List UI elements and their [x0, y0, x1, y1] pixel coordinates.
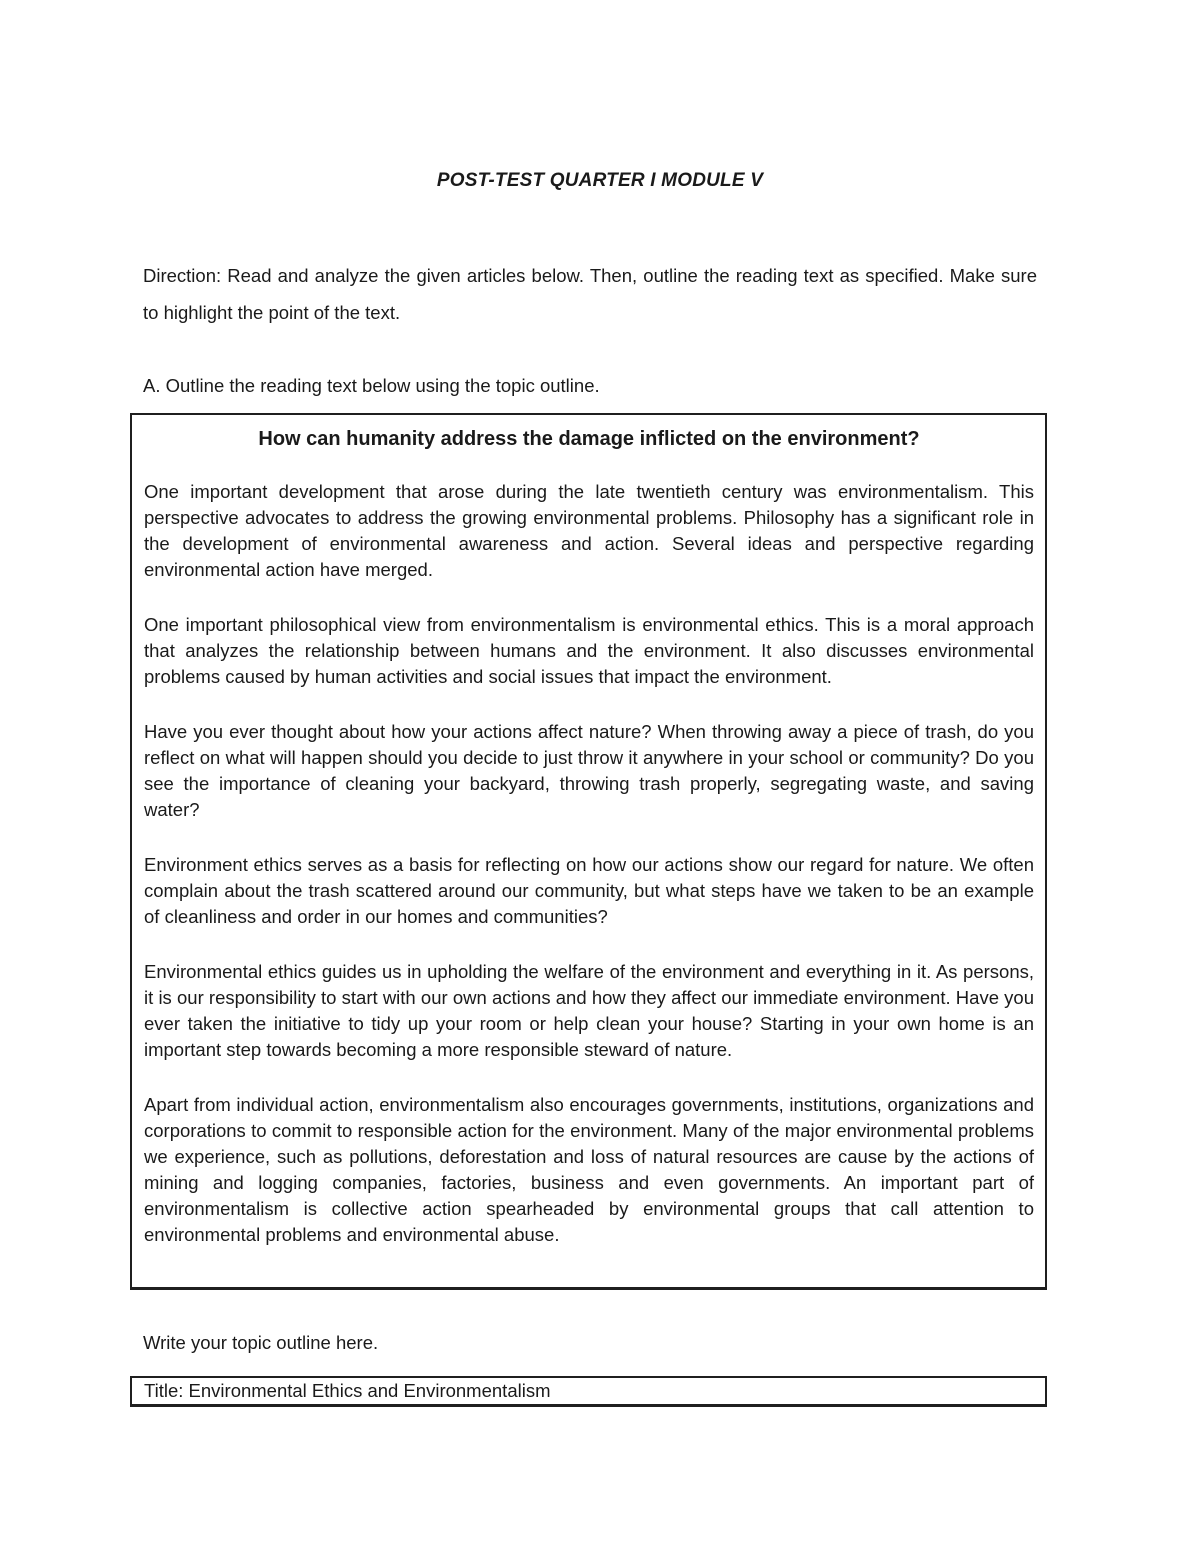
- article-heading: How can humanity address the damage inflicted on the environment?: [258, 428, 920, 450]
- article-paragraph: One important philosophical view from environmentalism is environmental ethics. This is a moral approach that analyzes the relationship between humans and the environment. It also discusses environmental problems caused by human activities and social issues that impact the environment.: [144, 614, 1034, 687]
- reading-text-box: [130, 413, 1047, 1290]
- article-paragraph: Have you ever thought about how your actions affect nature? When throwing away a piece of trash, do you reflect on what will happen should you decide to just throw it anywhere in your school or community? Do you see the importance of cleaning your backyard, throwing trash properly, segregating waste, and saving water?: [144, 721, 1034, 820]
- outline-title-row: [130, 1376, 1047, 1407]
- article-paragraph: Apart from individual action, environmentalism also encourages governments, institutions, organizations and corporations to commit to responsible action for the environment. Many of the major environmental problems we experience, such as pollutions, deforestation and loss of natural resources are cause by the actions of mining and logging companies, factories, business and even governments. An important part of environmentalism is collective action spearheaded by environmental groups that call attention to environmental problems and environmental abuse.: [144, 1094, 1034, 1245]
- section-a-instruction: A. Outline the reading text below using the topic outline.: [143, 375, 600, 396]
- article-paragraph: One important development that arose during the late twentieth century was environmentalism. This perspective advocates to address the growing environmental problems. Philosophy has a significant role in the development of environmental awareness and action. Several ideas and perspective regarding environmental action have merged.: [144, 481, 1034, 580]
- outline-title-text: Title: Environmental Ethics and Environmentalism: [144, 1380, 551, 1401]
- document-title: POST-TEST QUARTER I MODULE V: [436, 170, 764, 191]
- direction-text: Direction: Read and analyze the given articles below. Then, outline the reading text as specified. Make sure to highlight the point of the text.: [143, 265, 1037, 323]
- article-paragraph: Environmental ethics guides us in upholding the welfare of the environment and everything in it. As persons, it is our responsibility to start with our own actions and how they affect our immediate environment. Have you ever taken the initiative to tidy up your room or help clean your house? Starting in your own home is an important step towards becoming a more responsible steward of nature.: [144, 961, 1034, 1060]
- article-paragraph: Environment ethics serves as a basis for reflecting on how our actions show our regard for nature. We often complain about the trash scattered around our community, but what steps have we taken to be an example of cleanliness and order in our homes and communities?: [144, 854, 1034, 927]
- outline-prompt: Write your topic outline here.: [143, 1332, 379, 1353]
